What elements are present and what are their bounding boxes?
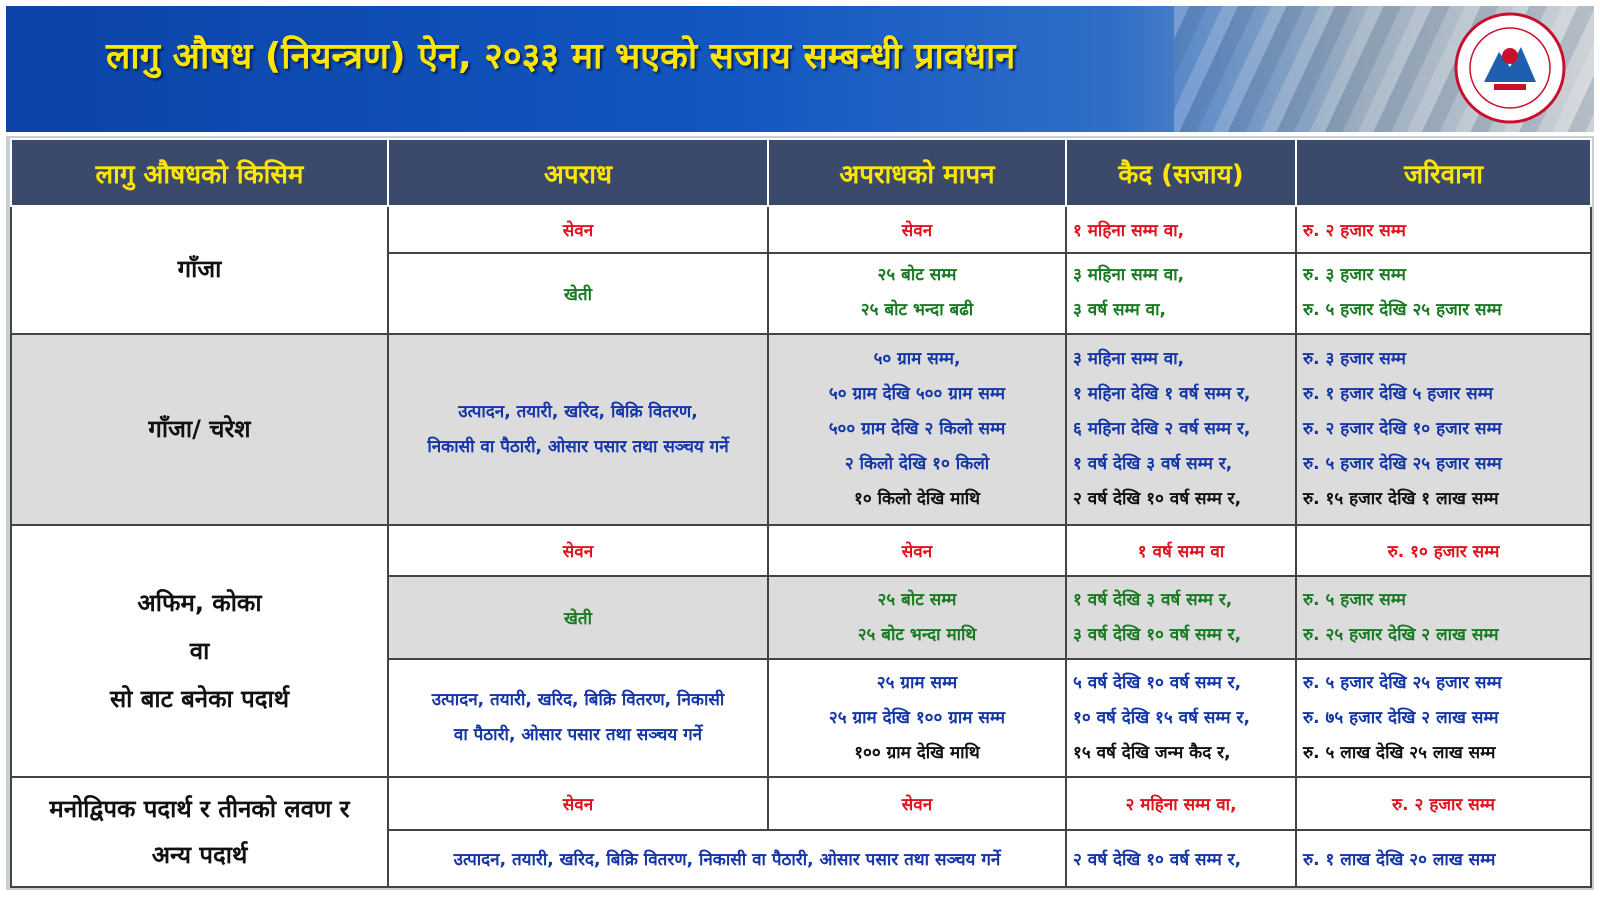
measure-line: ५०० ग्राम देखि २ किलो सम्म [828,419,1006,440]
fine-line: रु. ५ हजार देखि २५ हजार सम्म [1303,300,1502,321]
fine-cell [1296,253,1591,334]
jail-line: ५ वर्ष देखि १० वर्ष सम्म र, [1073,672,1242,693]
offense-cell [388,659,768,777]
jail-cell [1066,659,1296,777]
fine-line: रु. ३ हजार सम्म [1303,349,1406,370]
measure-cell: सेवन [768,206,1066,253]
measure-cell: सेवन [768,777,1066,830]
drug-type-line: वा [189,637,210,666]
header-jail: कैद (सजाय) [1066,139,1296,206]
fine-line: रु. ३ हजार सम्म [1303,265,1406,286]
drug-type-line: सो बाट बनेका पदार्थ [109,685,290,714]
fine-line: रु. ५ हजार सम्म [1303,589,1406,610]
offense-cell: सेवन [388,525,768,576]
table-row [11,206,1591,253]
jail-line: १ वर्ष देखि ३ वर्ष सम्म र, [1073,589,1233,610]
jail-cell [1066,253,1296,334]
drug-type-line: अफिम, कोका [137,589,262,618]
drug-type-cell [11,777,388,887]
fine-cell: रु. १ लाख देखि २० लाख सम्म [1296,830,1591,887]
measure-cell: सेवन [768,525,1066,576]
jail-line: १ वर्ष देखि ३ वर्ष सम्म र, [1073,454,1233,475]
header-drug-type: लागु औषधको किसिम [11,139,388,206]
table-row [11,525,1591,576]
measure-cell [768,253,1066,334]
fine-line: रु. २५ हजार देखि २ लाख सम्म [1303,624,1499,645]
fine-line: रु. ५ लाख देखि २५ लाख सम्म [1303,742,1496,763]
offense-cell: उत्पादन, तयारी, खरिद, बिक्रि वितरण, निकासी वा पैठारी, ओसार पसार तथा सञ्चय गर्ने [388,830,1066,887]
jail-line: १५ वर्ष देखि जन्म कैद र, [1073,742,1231,763]
measure-line: २५ ग्राम सम्म [876,672,958,693]
table-row [11,334,1591,525]
offense-cell: सेवन [388,206,768,253]
penalty-table [10,138,1592,888]
fine-cell [1296,576,1591,659]
measure-line: १० किलो देखि माथि [854,489,980,510]
page-title: लागु औषध (नियन्त्रण) ऐन, २०३३ मा भएको सजाय सम्बन्धी प्रावधान [106,36,1016,77]
fine-line: रु. ५ हजार देखि २५ हजार सम्म [1303,454,1502,475]
offense-cell: सेवन [388,777,768,830]
jail-line: ६ महिना देखि २ वर्ष सम्म र, [1073,419,1251,440]
measure-line: २५ बोट भन्दा बढी [860,300,974,321]
measure-line: ५० ग्राम सम्म, [873,349,961,370]
drug-type-cell: गाँजा [11,206,388,334]
measure-line: २ किलो देखि १० किलो [844,454,990,475]
offense-line: उत्पादन, तयारी, खरिद, बिक्रि वितरण, [458,401,698,422]
drug-type-line: अन्य पदार्थ [151,841,248,870]
jail-line: १० वर्ष देखि १५ वर्ष सम्म र, [1073,707,1250,728]
jail-line: ३ महिना सम्म वा, [1073,349,1185,370]
fine-cell: रु. १० हजार सम्म [1296,525,1591,576]
drug-type-cell [11,525,388,777]
measure-line: २५ बोट भन्दा माथि [857,624,977,645]
fine-cell [1296,659,1591,777]
fine-line: रु. २ हजार देखि १० हजार सम्म [1303,419,1502,440]
measure-cell [768,576,1066,659]
jail-cell: १ वर्ष सम्म वा [1066,525,1296,576]
measure-cell [768,334,1066,525]
offense-cell: खेती [388,253,768,334]
jail-line: २ वर्ष देखि १० वर्ष सम्म र, [1073,489,1242,510]
header-offense: अपराध [388,139,768,206]
fine-line: रु. १५ हजार देखि १ लाख सम्म [1303,489,1499,510]
header-fine: जरिवाना [1296,139,1591,206]
jail-cell: १ महिना सम्म वा, [1066,206,1296,253]
header-measure: अपराधको मापन [768,139,1066,206]
drug-type-cell: गाँजा/ चरेश [11,334,388,525]
offense-line: वा पैठारी, ओसार पसार तथा सञ्चय गर्ने [453,725,703,746]
fine-cell: रु. २ हजार सम्म [1296,206,1591,253]
offense-cell [388,334,768,525]
jail-line: १ महिना देखि १ वर्ष सम्म र, [1073,384,1251,405]
measure-line: १०० ग्राम देखि माथि [854,742,980,763]
fine-line: रु. ५ हजार देखि २५ हजार सम्म [1303,672,1502,693]
measure-line: ५० ग्राम देखि ५०० ग्राम सम्म [828,384,1006,405]
measure-line: २५ ग्राम देखि १०० ग्राम सम्म [828,707,1006,728]
fine-line: रु. १ हजार देखि ५ हजार सम्म [1303,384,1493,405]
jail-line: ३ वर्ष देखि १० वर्ष सम्म र, [1073,624,1242,645]
measure-line: २५ बोट सम्म [877,265,957,286]
title-banner [6,6,1594,132]
offense-line: उत्पादन, तयारी, खरिद, बिक्रि वितरण, निकासी [431,690,725,711]
table-row [11,777,1591,830]
measure-cell [768,659,1066,777]
government-emblem-icon [1454,12,1566,124]
header-row [11,139,1591,206]
jail-cell: २ महिना सम्म वा, [1066,777,1296,830]
fine-line: रु. ७५ हजार देखि २ लाख सम्म [1303,707,1499,728]
jail-line: ३ वर्ष सम्म वा, [1073,300,1166,321]
jail-cell [1066,576,1296,659]
fine-cell: रु. २ हजार सम्म [1296,777,1591,830]
fine-cell [1296,334,1591,525]
drug-type-line: मनोद्विपक पदार्थ र तीनको लवण र [49,795,350,824]
measure-line: २५ बोट सम्म [877,589,957,610]
jail-line: ३ महिना सम्म वा, [1073,265,1185,286]
jail-cell [1066,334,1296,525]
jail-cell: २ वर्ष देखि १० वर्ष सम्म र, [1066,830,1296,887]
offense-line: निकासी वा पैठारी, ओसार पसार तथा सञ्चय गर्ने [427,436,729,457]
offense-cell: खेती [388,576,768,659]
